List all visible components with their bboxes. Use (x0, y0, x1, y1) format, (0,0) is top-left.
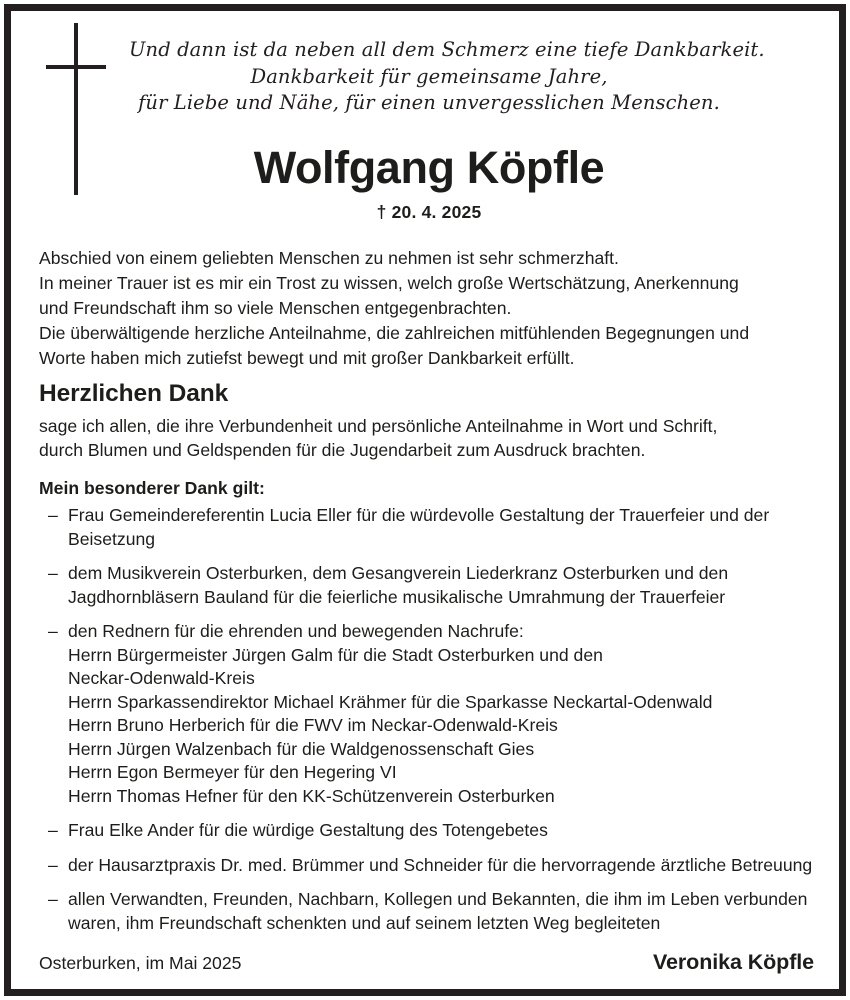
opening-paragraph (39, 246, 814, 371)
list-item-subline: Herrn Bruno Herberich für die FWV im Neckar-Odenwald-Kreis (68, 715, 558, 735)
verse-line-1: Und dann ist da neben all dem Schmerz eine tiefe Dankbarkeit. (129, 38, 765, 61)
list-item-text: Frau Gemeindereferentin Lucia Eller für die würdevolle Gestaltung der Trauerfeier und der Beisetzung (68, 505, 770, 549)
deceased-name-block (29, 143, 829, 222)
list-item-text: dem Musikverein Osterburken, dem Gesangverein Liederkranz Osterburken und den Jagdhornbläsern Bauland für die feierliche musikalische Umrahmung der Trauerfeier (68, 563, 729, 607)
thanks-body-line-1: sage ich allen, die ihre Verbundenheit und persönliche Anteilnahme in Wort und Schrift, (39, 416, 718, 436)
list-item (39, 854, 821, 878)
death-date: † 20. 4. 2025 (376, 202, 482, 222)
list-item-text: der Hausarztpraxis Dr. med. Brümmer und Schneider für die hervorragende ärztliche Betreuung (68, 854, 813, 875)
verse-line-2: Dankbarkeit für gemeinsame Jahre, (250, 64, 608, 88)
list-item-subline: Herrn Sparkassendirektor Michael Krähmer für die Sparkasse Neckartal-Odenwald (68, 691, 713, 712)
deceased-name: Wolfgang Köpfle (253, 142, 605, 193)
memorial-verse (129, 37, 765, 117)
list-item-text: den Rednern für die ehrenden und bewegenden Nachrufe: (68, 621, 524, 641)
dash-marker: – (48, 563, 58, 583)
dash-marker: – (48, 889, 58, 909)
list-item (39, 504, 821, 551)
list-item-subline: Herrn Jürgen Walzenbach für die Waldgenossenschaft Gies (68, 738, 535, 759)
list-item-text: Frau Elke Ander für die würdige Gestaltung des Totengebetes (68, 820, 548, 840)
list-item-text: allen Verwandten, Freunden, Nachbarn, Kollegen und Bekannten, die ihm im Leben verbunden waren, ihm Freundschaft schenkten und auf seinem letzten Weg begleiteten (68, 889, 808, 933)
list-item-subline: Herrn Egon Bermeyer für den Hegering VI (68, 762, 397, 782)
dash-marker: – (48, 854, 58, 875)
thanks-body (39, 414, 814, 462)
thanks-heading: Herzlichen Dank (39, 380, 229, 407)
special-thanks-list (39, 504, 821, 935)
dash-marker: – (48, 820, 58, 840)
list-item-subline: Herrn Thomas Hefner für den KK-Schützenverein Osterburken (68, 785, 555, 806)
footer-signature: Veronika Köpfle (653, 950, 814, 974)
footer-place-date: Osterburken, im Mai 2025 (39, 953, 242, 973)
notice-footer (39, 950, 814, 974)
list-item-subline: Neckar-Odenwald-Kreis (68, 668, 255, 688)
dash-marker: – (48, 505, 58, 525)
list-item-subline: Herrn Bürgermeister Jürgen Galm für die Stadt Osterburken und den (68, 644, 603, 665)
list-item (39, 819, 821, 843)
dash-marker: – (48, 621, 58, 641)
opening-line-5: Worte haben mich zutiefst bewegt und mit großer Dankbarkeit erfüllt. (39, 348, 575, 368)
opening-line-3: und Freundschaft ihm so viele Menschen entgegenbrachten. (39, 298, 512, 318)
notice-content (11, 11, 839, 989)
list-item (39, 562, 821, 609)
thanks-body-line-2: durch Blumen und Geldspenden für die Jugendarbeit zum Ausdruck brachten. (39, 440, 646, 460)
list-item (39, 620, 821, 808)
verse-line-3: für Liebe und Nähe, für einen unvergesslichen Menschen. (138, 91, 720, 114)
notice-border-frame (4, 4, 846, 996)
opening-line-2: In meiner Trauer ist es mir ein Trost zu wissen, welch große Wertschätzung, Anerkennung (39, 273, 739, 293)
opening-line-4: Die überwältigende herzliche Anteilnahme, die zahlreichen mitfühlenden Begegnungen und (39, 323, 750, 343)
cross-horizontal-bar (46, 65, 106, 69)
special-thanks-heading: Mein besonderer Dank gilt: (39, 478, 265, 498)
opening-line-1: Abschied von einem geliebten Menschen zu nehmen ist sehr schmerzhaft. (39, 248, 619, 268)
list-item (39, 888, 821, 935)
